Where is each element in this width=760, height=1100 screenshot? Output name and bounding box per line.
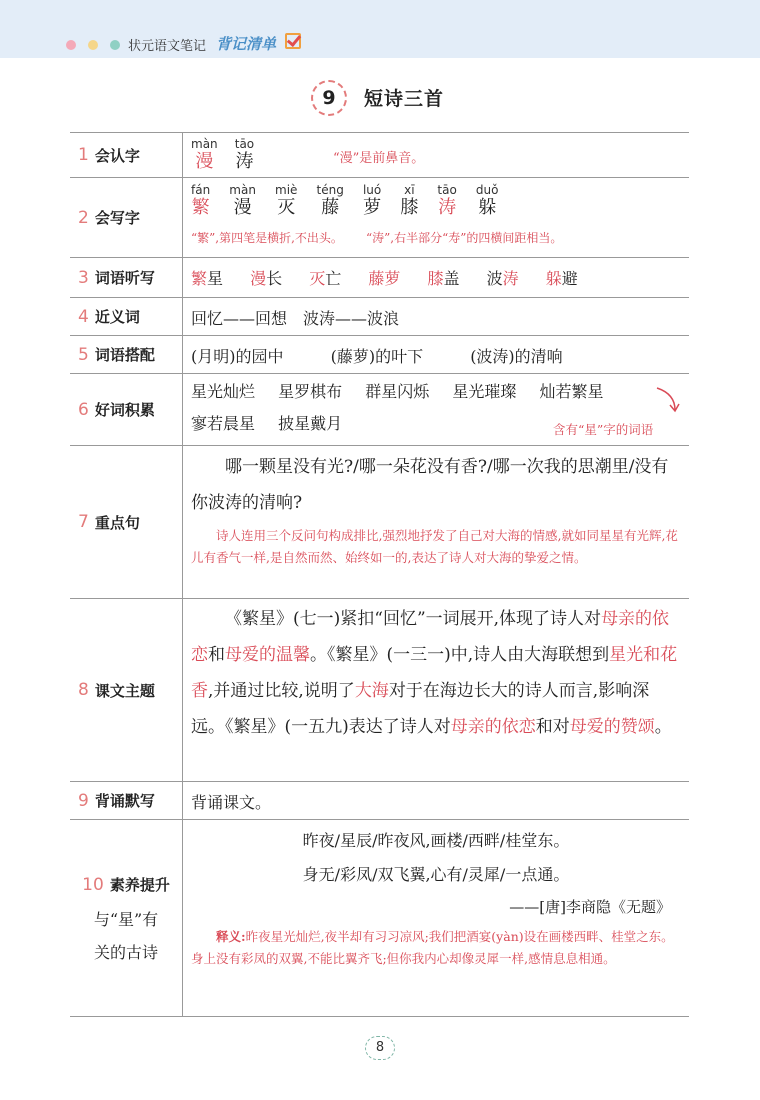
pinyin: miè	[275, 183, 298, 197]
row-label	[70, 133, 183, 177]
row-number: 9	[78, 790, 89, 811]
note: 含有“星”字的词语	[553, 422, 654, 437]
yellow-dot-icon	[88, 40, 98, 50]
row-number: 1	[78, 145, 89, 165]
pinyin: tāo	[234, 137, 255, 151]
sentence-analysis: 诗人连用三个反问句构成排比,强烈地抒发了自己对大海的情感,就如同星星有光辉,花儿有香气一样,是自然而然、始终如一的,表达了诗人对大海的挚爱之情。	[191, 528, 678, 565]
pinyin: xī	[404, 183, 415, 197]
row-number: 3	[78, 267, 89, 288]
row-number: 10	[82, 874, 104, 895]
word-item: 群星闪烁	[365, 382, 430, 401]
pinyin: fán	[191, 183, 211, 197]
hanzi: 漫	[233, 197, 252, 218]
poem-line: 身无/彩凤/双飞翼,心有/灵犀/一点通。	[302, 865, 570, 884]
row-recognize-chars	[70, 133, 689, 178]
pinyin: tāo	[437, 183, 457, 197]
word-item: 披星戴月	[278, 414, 343, 433]
hanzi: 涛	[438, 197, 457, 218]
row-sublabel: 与“星”有	[93, 909, 159, 929]
row-content	[183, 446, 689, 598]
row-theme	[70, 599, 689, 782]
word-item: 繁星	[191, 269, 224, 288]
collocation-item: (波涛)的清响	[470, 347, 563, 366]
row-synonyms	[70, 298, 689, 336]
word-item: 星光璀璨	[452, 382, 517, 401]
char-item	[229, 183, 256, 219]
row-content	[183, 336, 689, 373]
brand-name: 状元语文笔记	[128, 39, 207, 54]
hanzi: 藤	[321, 197, 340, 218]
row-number: 8	[78, 680, 89, 700]
word-item: 星光灿烂	[191, 382, 256, 401]
row-label	[70, 374, 183, 445]
row-good-words	[70, 374, 689, 446]
char-item	[235, 137, 254, 173]
row-content	[183, 133, 689, 177]
row-number: 6	[78, 399, 89, 420]
recite-text: 背诵课文。	[191, 793, 272, 812]
row-number: 2	[78, 207, 89, 228]
note: “漫”是前鼻音。	[333, 151, 425, 166]
curved-arrow-icon	[653, 384, 683, 414]
char-item	[363, 183, 381, 219]
row-label-text: 好词积累	[94, 401, 155, 419]
hanzi: 膝	[400, 197, 419, 218]
pinyin: duǒ	[475, 183, 499, 197]
row-sublabel: 关的古诗	[93, 942, 158, 962]
row-number: 7	[78, 512, 89, 532]
row-label-text: 课文主题	[94, 681, 155, 700]
char-item	[275, 183, 297, 219]
char-item	[191, 137, 218, 173]
char-item	[317, 183, 344, 219]
row-literacy	[70, 820, 689, 1017]
hanzi: 萝	[363, 197, 382, 218]
char-item	[437, 183, 456, 219]
hanzi: 涛	[235, 151, 254, 172]
theme-paragraph: 《繁星》(七一)紧扣“回忆”一词展开,体现了诗人对母亲的依恋和母爱的温馨。《繁星》(一三一)中,诗人由大海联想到星光和花香,并通过比较,说明了大海对于在海边长大的诗人而言,影响深远。《繁星》(一五九)表达了诗人对母亲的依恋和对母爱的赞颂。	[191, 609, 678, 737]
brand-subtitle: 背记清单	[216, 35, 277, 53]
word-item: 星罗棋布	[278, 382, 343, 401]
row-dictation	[70, 258, 689, 298]
row-label-text: 会认字	[94, 146, 140, 165]
row-number: 5	[78, 344, 89, 365]
poem-source: ——[唐]李商隐《无题》	[509, 898, 671, 916]
word-item: 藤萝	[368, 269, 401, 288]
char-item	[476, 183, 499, 219]
row-label	[70, 446, 183, 598]
hanzi: 灭	[277, 197, 296, 218]
checkbox-icon	[285, 33, 301, 49]
lesson-title: 短诗三首	[364, 88, 445, 110]
pinyin: màn	[191, 137, 218, 151]
row-recite	[70, 782, 689, 820]
pinyin: màn	[229, 183, 256, 197]
word-item: 灿若繁星	[539, 382, 604, 401]
row-label-text: 素养提升	[109, 875, 170, 894]
char-item	[400, 183, 418, 219]
row-label	[70, 336, 183, 373]
poem-explanation: 释义:昨夜星光灿烂,夜半却有习习凉风;我们把酒宴(yàn)设在画楼西畔、桂堂之东。身上没有彩凤的双翼,不能比翼齐飞;但你我内心却像灵犀一样,感情息息相通。	[191, 929, 674, 966]
word-item: 膝盖	[427, 269, 460, 288]
row-label	[70, 178, 183, 257]
row-label	[70, 820, 183, 1016]
word-item: 灭亡	[309, 269, 342, 288]
row-label-text: 重点句	[94, 513, 140, 532]
row-content	[183, 258, 689, 297]
pinyin: téng	[316, 183, 344, 197]
row-content	[183, 782, 689, 819]
row-content	[183, 298, 689, 335]
word-item: 波涛	[486, 269, 519, 288]
hanzi: 躲	[478, 197, 497, 218]
row-number: 4	[78, 306, 89, 327]
key-sentence: 哪一颗星没有光?/哪一朵花没有香?/哪一次我的思潮里/没有你波涛的清响?	[191, 457, 669, 513]
notes-table	[70, 132, 689, 1017]
word-item: 躲避	[545, 269, 578, 288]
pinyin: luó	[362, 183, 382, 197]
row-content	[183, 820, 689, 1016]
word-item: 寥若晨星	[191, 414, 256, 433]
pink-dot-icon	[66, 40, 76, 50]
hanzi: 漫	[195, 151, 214, 172]
row-label-text: 背诵默写	[94, 792, 155, 810]
poem-line: 昨夜/星辰/昨夜风,画楼/西畔/桂堂东。	[302, 831, 570, 850]
row-label	[70, 599, 183, 781]
char-item	[191, 183, 210, 219]
row-content	[183, 178, 689, 257]
row-label	[70, 258, 183, 297]
row-content	[183, 374, 689, 445]
row-label	[70, 782, 183, 819]
teal-dot-icon	[110, 40, 120, 50]
row-label-text: 词语听写	[94, 269, 155, 287]
row-content	[183, 599, 689, 781]
lesson-number: 9	[311, 80, 347, 116]
note: “繁”,第四笔是横折,不出头。	[191, 231, 343, 245]
collocation-item: (月明)的园中	[191, 347, 284, 366]
hanzi: 繁	[191, 197, 210, 218]
header-bar	[0, 0, 760, 58]
row-label-text: 会写字	[94, 209, 140, 227]
word-item: 漫长	[250, 269, 283, 288]
note: “涛”,右半部分“寿”的四横间距相当。	[366, 231, 563, 245]
row-collocation	[70, 336, 689, 374]
row-label-text: 近义词	[94, 308, 140, 326]
collocation-item: (藤萝)的叶下	[330, 347, 424, 366]
row-write-chars	[70, 178, 689, 258]
row-key-sentence	[70, 446, 689, 599]
row-label	[70, 298, 183, 335]
page-number: 8	[365, 1036, 395, 1060]
synonyms-text: 回忆——回想 波涛——波浪	[191, 309, 400, 328]
row-label-text: 词语搭配	[94, 346, 155, 364]
